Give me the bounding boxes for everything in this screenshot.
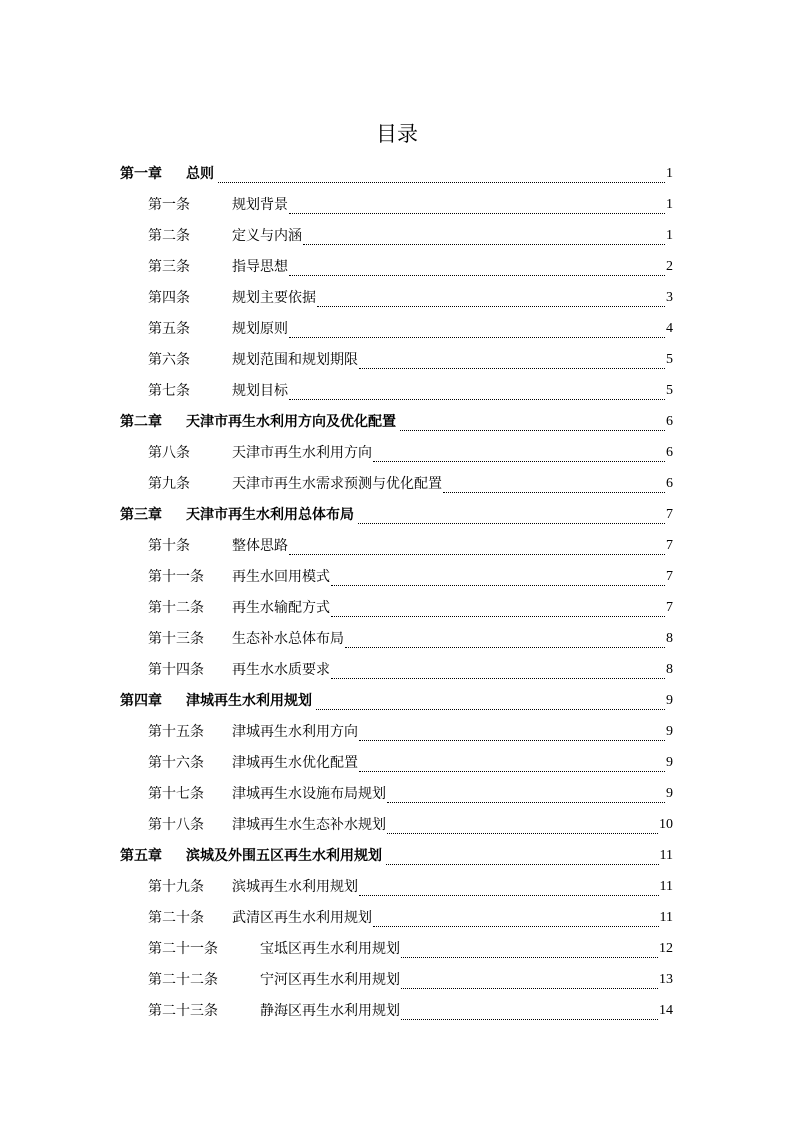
toc-article-entry[interactable] <box>120 809 673 840</box>
toc-entry-title: 武清区再生水利用规划 <box>232 909 372 926</box>
toc-entry-number: 第十六条 <box>148 754 204 771</box>
toc-entry-number: 第七条 <box>148 382 190 399</box>
toc-entry-title: 指导思想 <box>232 258 288 275</box>
toc-entry-title: 规划背景 <box>232 196 288 213</box>
toc-entry-title: 天津市再生水利用方向及优化配置 <box>186 413 396 430</box>
toc-page-number: 13 <box>659 971 673 987</box>
toc-entry-title: 滨城再生水利用规划 <box>232 878 358 895</box>
table-of-contents <box>120 158 673 1026</box>
toc-entry-title: 津城再生水利用方向 <box>232 723 358 740</box>
toc-entry-number: 第二章 <box>120 413 162 430</box>
toc-page-number: 9 <box>666 754 673 770</box>
toc-entry-number: 第九条 <box>148 475 190 492</box>
dot-leader <box>387 813 658 834</box>
toc-entry-title: 规划原则 <box>232 320 288 337</box>
toc-entry-title: 天津市再生水需求预测与优化配置 <box>232 475 442 492</box>
toc-page-number: 12 <box>659 940 673 956</box>
dot-leader <box>289 255 665 276</box>
toc-entry-number: 第六条 <box>148 351 190 368</box>
toc-entry-number: 第四条 <box>148 289 190 306</box>
toc-article-entry[interactable] <box>120 592 673 623</box>
toc-entry-number: 第十七条 <box>148 785 204 802</box>
toc-page-number: 7 <box>666 537 673 553</box>
toc-page-number: 1 <box>666 227 673 243</box>
toc-entry-title: 津城再生水生态补水规划 <box>232 816 386 833</box>
toc-article-entry[interactable] <box>120 530 673 561</box>
dot-leader <box>373 441 665 462</box>
toc-chapter-entry[interactable] <box>120 158 673 189</box>
toc-article-entry[interactable] <box>120 561 673 592</box>
dot-leader <box>303 224 665 245</box>
toc-entry-number: 第十三条 <box>148 630 204 647</box>
toc-article-entry[interactable] <box>120 220 673 251</box>
dot-leader <box>345 627 665 648</box>
toc-chapter-entry[interactable] <box>120 685 673 716</box>
toc-article-entry[interactable] <box>120 468 673 499</box>
toc-entry-number: 第三条 <box>148 258 190 275</box>
toc-entry-title: 再生水输配方式 <box>232 599 330 616</box>
toc-entry-title: 滨城及外围五区再生水利用规划 <box>186 847 382 864</box>
toc-article-entry[interactable] <box>120 902 673 933</box>
toc-page-number: 7 <box>666 506 673 522</box>
dot-leader <box>317 286 665 307</box>
toc-entry-number: 第五条 <box>148 320 190 337</box>
toc-page-number: 1 <box>666 196 673 212</box>
toc-page-number: 4 <box>666 320 673 336</box>
toc-entry-number: 第二十二条 <box>148 971 218 988</box>
toc-page-number: 5 <box>666 382 673 398</box>
toc-chapter-entry[interactable] <box>120 406 673 437</box>
dot-leader <box>401 968 658 989</box>
toc-page-number: 11 <box>659 847 673 863</box>
toc-page-number: 14 <box>659 1002 673 1018</box>
toc-entry-title: 津城再生水设施布局规划 <box>232 785 386 802</box>
dot-leader <box>331 596 665 617</box>
toc-entry-title: 生态补水总体布局 <box>232 630 344 647</box>
toc-chapter-entry[interactable] <box>120 499 673 530</box>
dot-leader <box>400 410 665 431</box>
dot-leader <box>387 782 665 803</box>
toc-article-entry[interactable] <box>120 747 673 778</box>
toc-entry-title: 再生水回用模式 <box>232 568 330 585</box>
toc-article-entry[interactable] <box>120 344 673 375</box>
toc-entry-number: 第一章 <box>120 165 162 182</box>
toc-entry-number: 第二十三条 <box>148 1002 218 1019</box>
toc-entry-title: 天津市再生水利用方向 <box>232 444 372 461</box>
toc-article-entry[interactable] <box>120 654 673 685</box>
toc-entry-title: 津城再生水优化配置 <box>232 754 358 771</box>
page-title: 目录 <box>376 122 418 146</box>
toc-article-entry[interactable] <box>120 375 673 406</box>
toc-article-entry[interactable] <box>120 313 673 344</box>
toc-page-number: 7 <box>666 599 673 615</box>
toc-entry-number: 第一条 <box>148 196 190 213</box>
toc-page-number: 6 <box>666 444 673 460</box>
toc-entry-title: 规划范围和规划期限 <box>232 351 358 368</box>
dot-leader <box>218 162 665 183</box>
toc-article-entry[interactable] <box>120 251 673 282</box>
toc-page-number: 1 <box>666 165 673 181</box>
dot-leader <box>359 875 659 896</box>
toc-entry-number: 第五章 <box>120 847 162 864</box>
toc-chapter-entry[interactable] <box>120 840 673 871</box>
toc-entry-number: 第二十一条 <box>148 940 218 957</box>
toc-entry-number: 第二十条 <box>148 909 204 926</box>
dot-leader <box>359 751 665 772</box>
toc-entry-title: 定义与内涵 <box>232 227 302 244</box>
dot-leader <box>373 906 659 927</box>
toc-article-entry[interactable] <box>120 716 673 747</box>
toc-entry-title: 津城再生水利用规划 <box>186 692 312 709</box>
toc-page-number: 9 <box>666 692 673 708</box>
toc-page-number: 11 <box>659 909 673 925</box>
toc-article-entry[interactable] <box>120 778 673 809</box>
toc-entry-title: 整体思路 <box>232 537 288 554</box>
toc-entry-title: 宁河区再生水利用规划 <box>260 971 400 988</box>
toc-entry-number: 第十二条 <box>148 599 204 616</box>
toc-entry-title: 宝坻区再生水利用规划 <box>260 940 400 957</box>
toc-entry-title: 规划主要依据 <box>232 289 316 306</box>
toc-entry-number: 第八条 <box>148 444 190 461</box>
dot-leader <box>386 844 659 865</box>
dot-leader <box>331 658 665 679</box>
toc-page-number: 7 <box>666 568 673 584</box>
toc-page-number: 3 <box>666 289 673 305</box>
toc-page-number: 8 <box>666 630 673 646</box>
toc-entry-number: 第十一条 <box>148 568 204 585</box>
toc-entry-title: 规划目标 <box>232 382 288 399</box>
toc-entry-number: 第二条 <box>148 227 190 244</box>
dot-leader <box>358 503 665 524</box>
toc-article-entry[interactable] <box>120 964 673 995</box>
toc-page-number: 6 <box>666 413 673 429</box>
toc-entry-number: 第十条 <box>148 537 190 554</box>
dot-leader <box>289 193 665 214</box>
dot-leader <box>316 689 665 710</box>
dot-leader <box>331 565 665 586</box>
toc-page-number: 9 <box>666 785 673 801</box>
dot-leader <box>289 379 665 400</box>
toc-page-number: 11 <box>659 878 673 894</box>
dot-leader <box>359 348 665 369</box>
toc-page-number: 8 <box>666 661 673 677</box>
toc-page-number: 5 <box>666 351 673 367</box>
dot-leader <box>401 937 658 958</box>
toc-entry-number: 第三章 <box>120 506 162 523</box>
dot-leader <box>289 317 665 338</box>
dot-leader <box>289 534 665 555</box>
toc-entry-title: 静海区再生水利用规划 <box>260 1002 400 1019</box>
toc-entry-number: 第十八条 <box>148 816 204 833</box>
toc-entry-number: 第十九条 <box>148 878 204 895</box>
dot-leader <box>359 720 665 741</box>
toc-article-entry[interactable] <box>120 437 673 468</box>
toc-article-entry[interactable] <box>120 623 673 654</box>
toc-entry-number: 第十四条 <box>148 661 204 678</box>
toc-entry-title: 总则 <box>186 165 214 182</box>
toc-page-number: 9 <box>666 723 673 739</box>
toc-page-number: 10 <box>659 816 673 832</box>
dot-leader <box>443 472 665 493</box>
toc-article-entry[interactable] <box>120 933 673 964</box>
toc-page-number: 2 <box>666 258 673 274</box>
toc-entry-number: 第十五条 <box>148 723 204 740</box>
toc-entry-title: 天津市再生水利用总体布局 <box>186 506 354 523</box>
dot-leader <box>401 999 658 1020</box>
toc-page-number: 6 <box>666 475 673 491</box>
toc-article-entry[interactable] <box>120 995 673 1026</box>
toc-entry-number: 第四章 <box>120 692 162 709</box>
toc-article-entry[interactable] <box>120 189 673 220</box>
toc-article-entry[interactable] <box>120 871 673 902</box>
toc-article-entry[interactable] <box>120 282 673 313</box>
toc-entry-title: 再生水水质要求 <box>232 661 330 678</box>
